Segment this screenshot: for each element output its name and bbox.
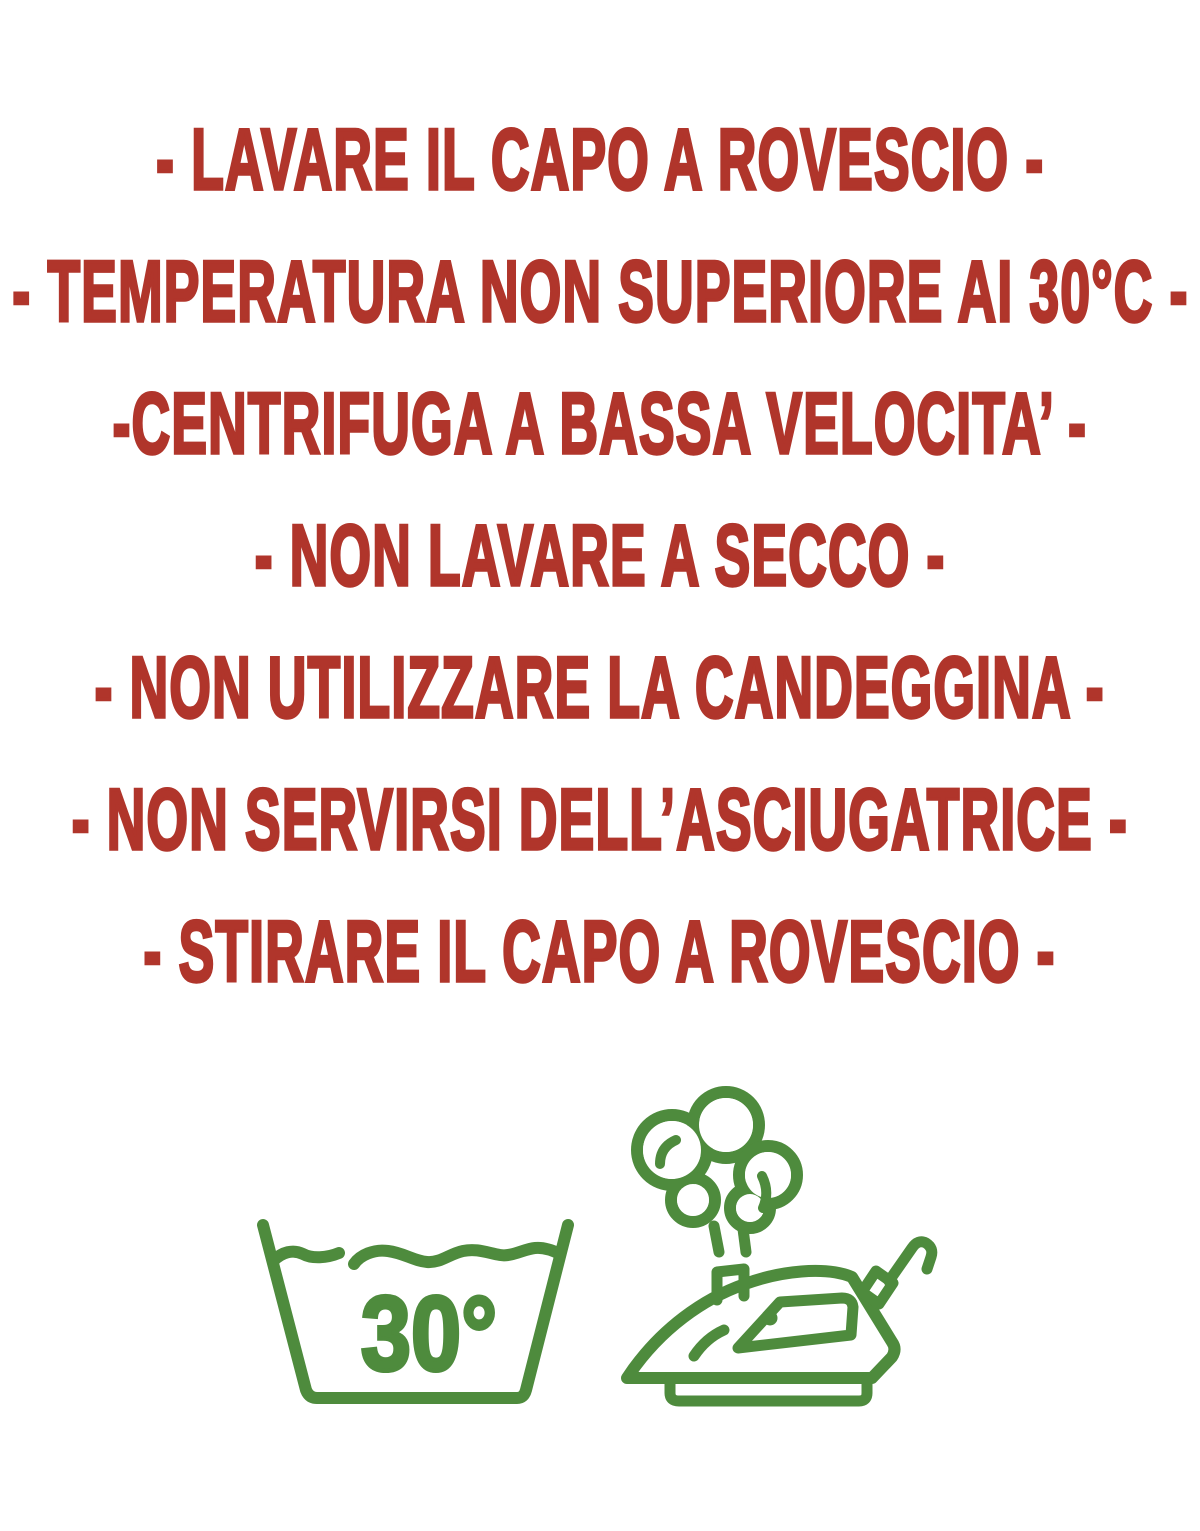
care-instruction-line [0, 886, 1200, 1018]
care-instruction-text: - LAVARE IL CAPO A ROVESCIO - [155, 112, 1045, 208]
care-instruction-text: - STIRARE IL CAPO A ROVESCIO - [143, 904, 1057, 1000]
care-instruction-text: - TEMPERATURA NON SUPERIORE AI 30°C - [11, 244, 1189, 340]
iron-cord-connector [862, 1271, 893, 1304]
basin-outline [263, 1225, 568, 1398]
iron-accent-dash [694, 1330, 724, 1356]
iron-steam-vent [717, 1269, 744, 1300]
care-instruction-line [0, 754, 1200, 886]
iron-handle-opening [738, 1298, 853, 1348]
care-instruction-text: - NON SERVIRSI DELL’ASCIUGATRICE - [71, 772, 1129, 868]
wash-basin-30-degrees-icon [248, 1198, 578, 1448]
care-instruction-text: -CENTRIFUGA A BASSA VELOCITA’ - [112, 376, 1088, 472]
iron-body-outline [627, 1271, 895, 1378]
care-instruction-line [0, 226, 1200, 358]
water-wave-left [273, 1252, 339, 1261]
steam-cloud [637, 1092, 797, 1252]
care-instruction-line [0, 94, 1200, 226]
water-wave-main [354, 1248, 560, 1264]
care-instruction-text: - NON UTILIZZARE LA CANDEGGINA - [94, 640, 1106, 736]
iron-base-plate [670, 1379, 867, 1401]
care-instruction-text: - NON LAVARE A SECCO - [254, 508, 946, 604]
iron-accent-dot [763, 1311, 778, 1326]
care-instruction-line [0, 490, 1200, 622]
basin-temperature-label: 30° [360, 1274, 498, 1393]
care-instruction-line [0, 622, 1200, 754]
care-instruction-line [0, 358, 1200, 490]
iron-cord [889, 1242, 932, 1281]
steam-iron-icon [600, 1080, 1000, 1425]
iron-body [627, 1242, 932, 1401]
